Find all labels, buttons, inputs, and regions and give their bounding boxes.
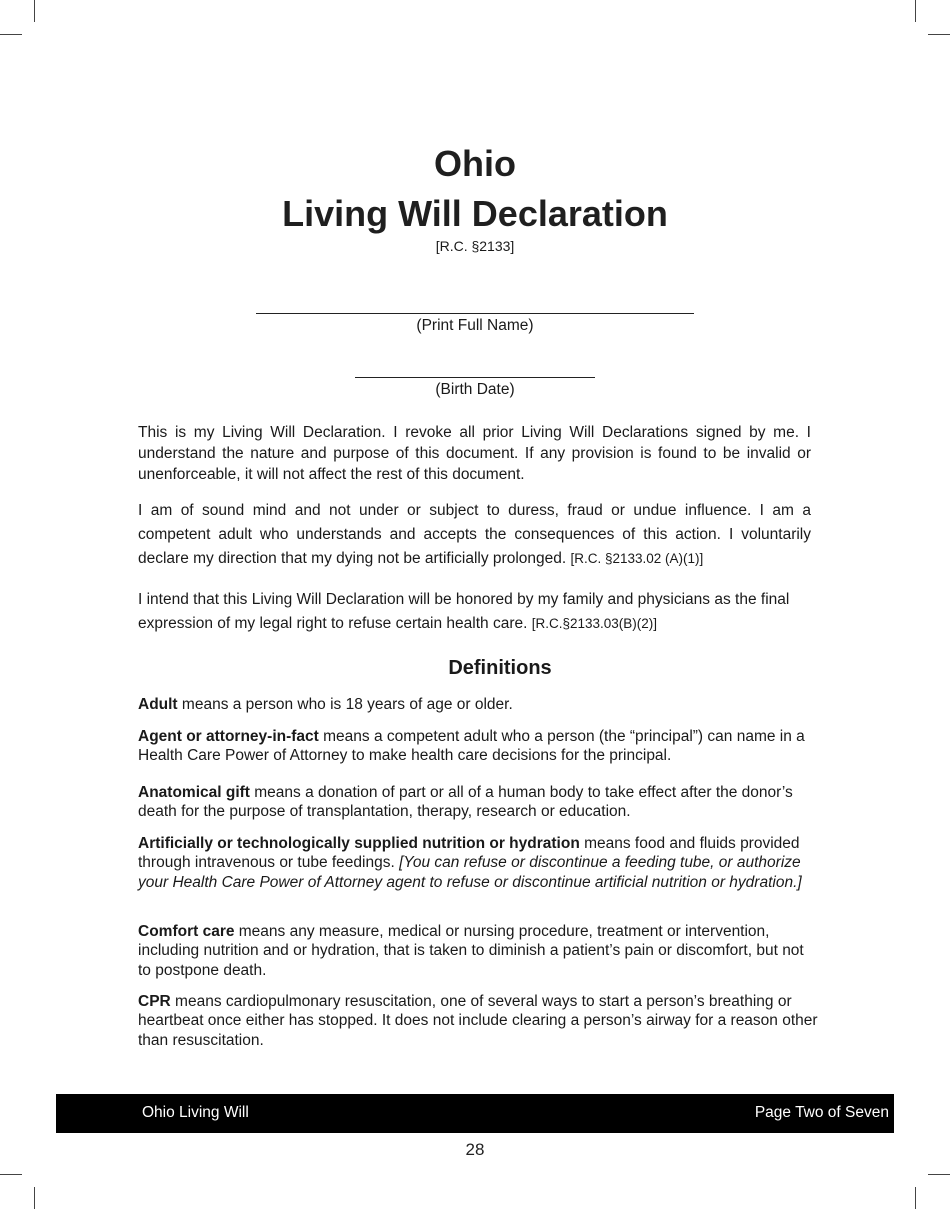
definition-text: means a donation of part or all of a human body to take effect after the donor’s death for the purpose of transplantation, therapy, research or education. [138,784,793,821]
crop-mark-bottom-left-h [0,1174,22,1175]
definition-text: means a person who is 18 years of age or older. [177,696,513,713]
sound-mind-citation: [R.C. §2133.02 (A)(1)] [570,551,704,566]
footer-document-name: Ohio Living Will [142,1104,249,1121]
definitions-heading: Definitions [448,657,552,679]
definition-term: Anatomical gift [138,784,250,801]
definition-comfort-care [138,922,818,980]
definition-text: means any measure, medical or nursing procedure, treatment or intervention, including nutrition and or hydration, that is taken to diminish a patient’s pain or discomfort, but not to postpone death. [138,923,804,979]
document-title-state: Ohio [434,143,516,184]
definition-adult [138,695,818,714]
definition-note: [You can refuse or discontinue a feeding tube, or authorize your Health Care Power of Attorney agent to refuse or discontinue artificial nutrition or hydration.] [138,854,802,891]
crop-mark-bottom-right-h [928,1174,950,1175]
definition-term: CPR [138,993,171,1010]
crop-mark-top-left-h [0,34,22,35]
definition-cpr [138,992,818,1050]
crop-mark-top-right [915,0,916,22]
full-name-blank[interactable] [256,313,694,314]
definition-term: Agent or attorney-in-fact [138,728,319,745]
definition-text: means a competent adult who a person (the “principal”) can name in a Health Care Power of Attorney to make health care decisions for the principal. [138,728,805,765]
definition-term: Artificially or technologically supplied nutrition or hydration [138,835,580,852]
intent-text: I intend that this Living Will Declaration will be honored by my family and physicians as the final expression of my legal right to refuse certain health care. [138,591,790,632]
crop-mark-top-left [34,0,35,22]
sound-mind-paragraph [138,499,811,571]
crop-mark-top-right-h [928,34,950,35]
intro-text: This is my Living Will Declaration. I revoke all prior Living Will Declarations signed by me. I understand the nature and purpose of this document. If any provision is found to be invalid or unenforceable, it will not affect the rest of this document. [138,424,811,483]
birth-date-label: (Birth Date) [435,381,515,398]
definition-text: means cardiopulmonary resuscitation, one of several ways to start a person’s breathing or heartbeat once either has stopped. It does not include clearing a person’s airway for a reason other than resuscitation. [138,993,818,1049]
document-citation: [R.C. §2133] [435,238,515,254]
footer-bar [56,1094,894,1133]
crop-mark-bottom-right [915,1187,916,1209]
birth-date-blank[interactable] [355,377,595,378]
definition-nutrition-hydration [138,834,818,892]
page-number: 28 [465,1140,485,1159]
document-title: Living Will Declaration [282,193,668,234]
definition-term: Comfort care [138,923,235,940]
definition-anatomical-gift [138,783,818,822]
intent-citation: [R.C.§2133.03(B)(2)] [531,616,658,631]
definition-agent [138,727,818,766]
intent-paragraph [138,588,811,636]
sound-mind-text: I am of sound mind and not under or subject to duress, fraud or undue influence. I am a competent adult who understands and accepts the consequences of this action. I voluntarily declare my direction that my dying not be artificially prolonged. [138,502,811,567]
footer-page-label: Page Two of Seven [754,1104,889,1121]
full-name-label: (Print Full Name) [416,317,534,334]
definition-text: means food and fluids provided through intravenous or tube feedings. [138,835,800,872]
definition-term: Adult [138,696,178,713]
crop-mark-bottom-left [34,1187,35,1209]
intro-paragraph [138,422,811,485]
